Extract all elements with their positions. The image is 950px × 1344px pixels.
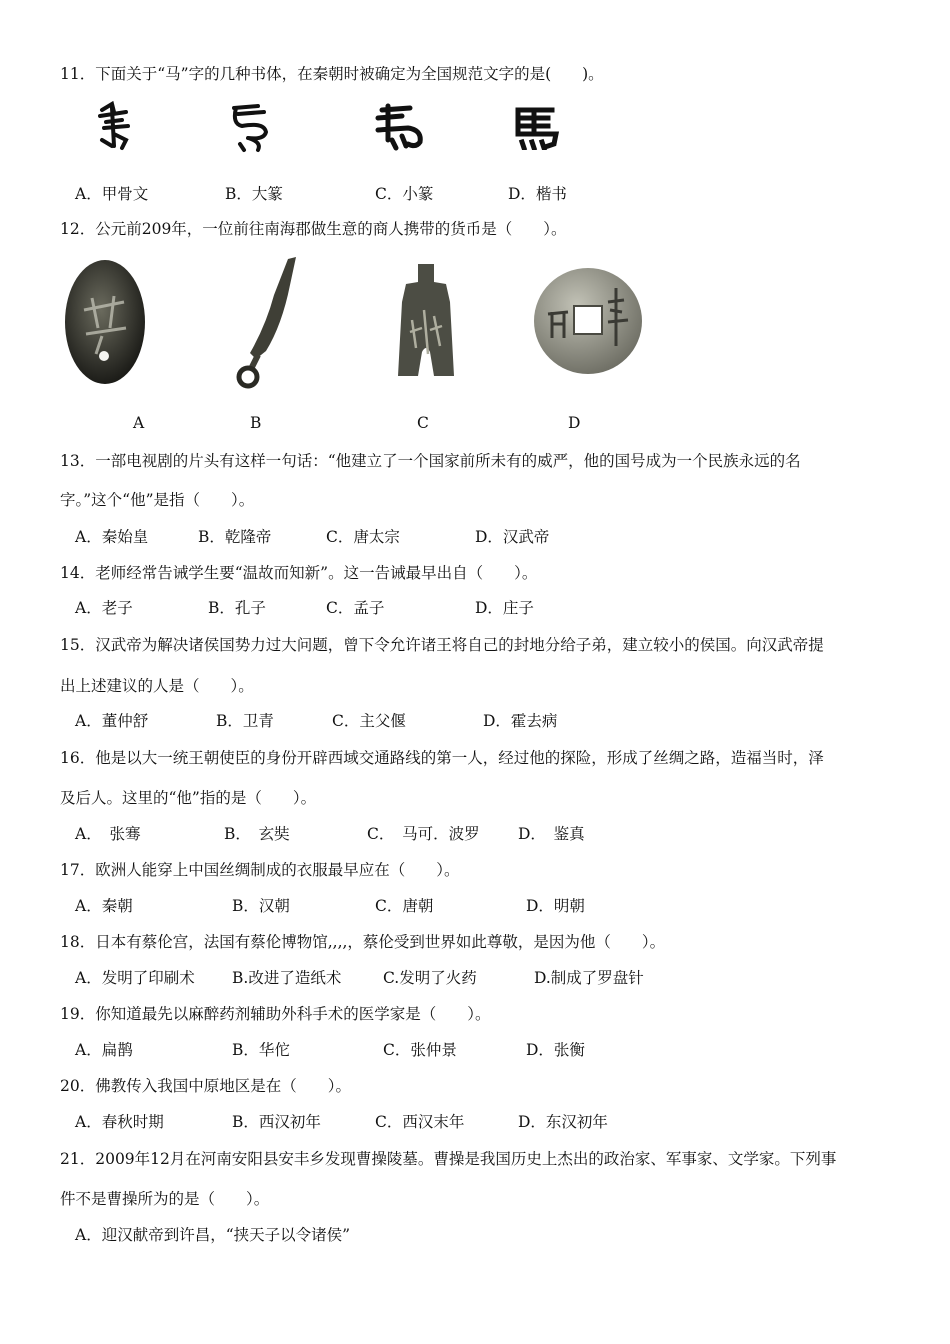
knife-coin-image	[230, 255, 300, 391]
q12-stem: 12．公元前209年，一位前往南海郡做生意的商人携带的货币是（ ）。	[60, 220, 567, 238]
q20-option-b[interactable]: B．西汉初年	[232, 1113, 321, 1131]
q16-stem-line2: 及后人。这里的“他”指的是（ ）。	[60, 789, 317, 807]
q19-option-b[interactable]: B．华佗	[232, 1041, 290, 1059]
q16-option-d[interactable]: D． 鉴真	[518, 825, 585, 843]
q19-option-a[interactable]: A．扁鹊	[75, 1041, 133, 1059]
q18-option-c[interactable]: C.发明了火药	[383, 969, 477, 987]
q19-stem: 19．你知道最先以麻醉药剂辅助外科手术的医学家是（ ）。	[60, 1005, 491, 1023]
q12-label-a[interactable]: A	[133, 414, 145, 432]
q17-stem: 17．欧洲人能穿上中国丝绸制成的衣服最早应在（ ）。	[60, 861, 460, 879]
q19-option-c[interactable]: C．张仲景	[383, 1041, 457, 1059]
q17-option-b[interactable]: B．汉朝	[232, 897, 290, 915]
regular-script-horse-glyph	[508, 104, 564, 150]
q14-option-c[interactable]: C．孟子	[326, 599, 385, 617]
q17-option-a[interactable]: A．秦朝	[75, 897, 133, 915]
q15-option-b[interactable]: B．卫青	[216, 712, 274, 730]
q18-option-d[interactable]: D.制成了罗盘针	[534, 969, 644, 987]
q16-stem-line1: 16．他是以大一统王朝使臣的身份开辟西域交通路线的第一人，经过他的探险，形成了丝绸之路，造福当时，泽	[60, 749, 824, 767]
q13-option-a[interactable]: A．秦始皇	[75, 528, 149, 546]
q14-option-a[interactable]: A．老子	[75, 599, 133, 617]
q14-option-b[interactable]: B．孔子	[208, 599, 266, 617]
q11-stem: 11．下面关于“马”字的几种书体，在秦朝时被确定为全国规范文字的是( )。	[60, 65, 604, 83]
ant-nose-money-coin-image	[62, 258, 148, 386]
q15-option-c[interactable]: C．主父偃	[332, 712, 406, 730]
q20-option-a[interactable]: A．春秋时期	[75, 1113, 164, 1131]
q18-option-b[interactable]: B.改进了造纸术	[232, 969, 342, 987]
q11-option-b[interactable]: B．大篆	[225, 185, 283, 203]
q21-stem-line2: 件不是曹操所为的是（ ）。	[60, 1190, 270, 1208]
oracle-bone-horse-glyph	[92, 100, 142, 156]
q12-label-b[interactable]: B	[250, 414, 262, 432]
ban-liang-coin-image	[532, 266, 644, 376]
q14-option-d[interactable]: D．庄子	[475, 599, 534, 617]
q13-option-c[interactable]: C．唐太宗	[326, 528, 400, 546]
q18-stem: 18．日本有蔡伦宫，法国有蔡伦博物馆,,,,，蔡伦受到世界如此尊敬，是因为他（ ）。	[60, 933, 666, 951]
q20-option-c[interactable]: C．西汉末年	[375, 1113, 465, 1131]
q12-label-d[interactable]: D	[568, 414, 581, 432]
q13-option-d[interactable]: D．汉武帝	[475, 528, 550, 546]
q11-option-c[interactable]: C．小篆	[375, 185, 434, 203]
q17-option-c[interactable]: C．唐朝	[375, 897, 434, 915]
q18-option-a[interactable]: A．发明了印刷术	[75, 969, 195, 987]
q15-option-a[interactable]: A．董仲舒	[75, 712, 149, 730]
q19-option-d[interactable]: D．张衡	[526, 1041, 585, 1059]
q11-option-d[interactable]: D．楷书	[508, 185, 567, 203]
q13-option-b[interactable]: B．乾隆帝	[198, 528, 272, 546]
greater-seal-horse-glyph	[228, 100, 274, 156]
spade-coin-image	[388, 260, 464, 382]
q15-stem-line1: 15．汉武帝为解决诸侯国势力过大问题，曾下令允许诸王将自己的封地分给子弟，建立较小的侯国。向汉武帝提	[60, 636, 824, 654]
q21-option-a[interactable]: A．迎汉献帝到许昌，“挟天子以令诸侯”	[75, 1226, 351, 1244]
q16-option-a[interactable]: A． 张骞	[75, 825, 141, 843]
q15-option-d[interactable]: D．霍去病	[483, 712, 558, 730]
q16-option-c[interactable]: C． 马可．波罗	[367, 825, 480, 843]
q13-stem-line2: 字。”这个“他”是指（ ）。	[60, 491, 255, 509]
q12-label-c[interactable]: C	[417, 414, 429, 432]
q11-option-a[interactable]: A．甲骨文	[75, 185, 149, 203]
q20-stem: 20．佛教传入我国中原地区是在（ ）。	[60, 1077, 351, 1095]
q14-stem: 14．老师经常告诫学生要“温故而知新”。这一告诫最早出自（ ）。	[60, 564, 538, 582]
q15-stem-line2: 出上述建议的人是（ ）。	[60, 677, 254, 695]
q20-option-d[interactable]: D．东汉初年	[518, 1113, 608, 1131]
q16-option-b[interactable]: B． 玄奘	[224, 825, 290, 843]
lesser-seal-horse-glyph	[372, 100, 430, 154]
q17-option-d[interactable]: D．明朝	[526, 897, 585, 915]
q13-stem-line1: 13．一部电视剧的片头有这样一句话：“他建立了一个国家前所未有的威严，他的国号成为一个民族永远的名	[60, 452, 801, 470]
q21-stem-line1: 21．2009年12月在河南安阳县安丰乡发现曹操陵墓。曹操是我国历史上杰出的政治家、军事家、文学家。下列事	[60, 1150, 837, 1168]
